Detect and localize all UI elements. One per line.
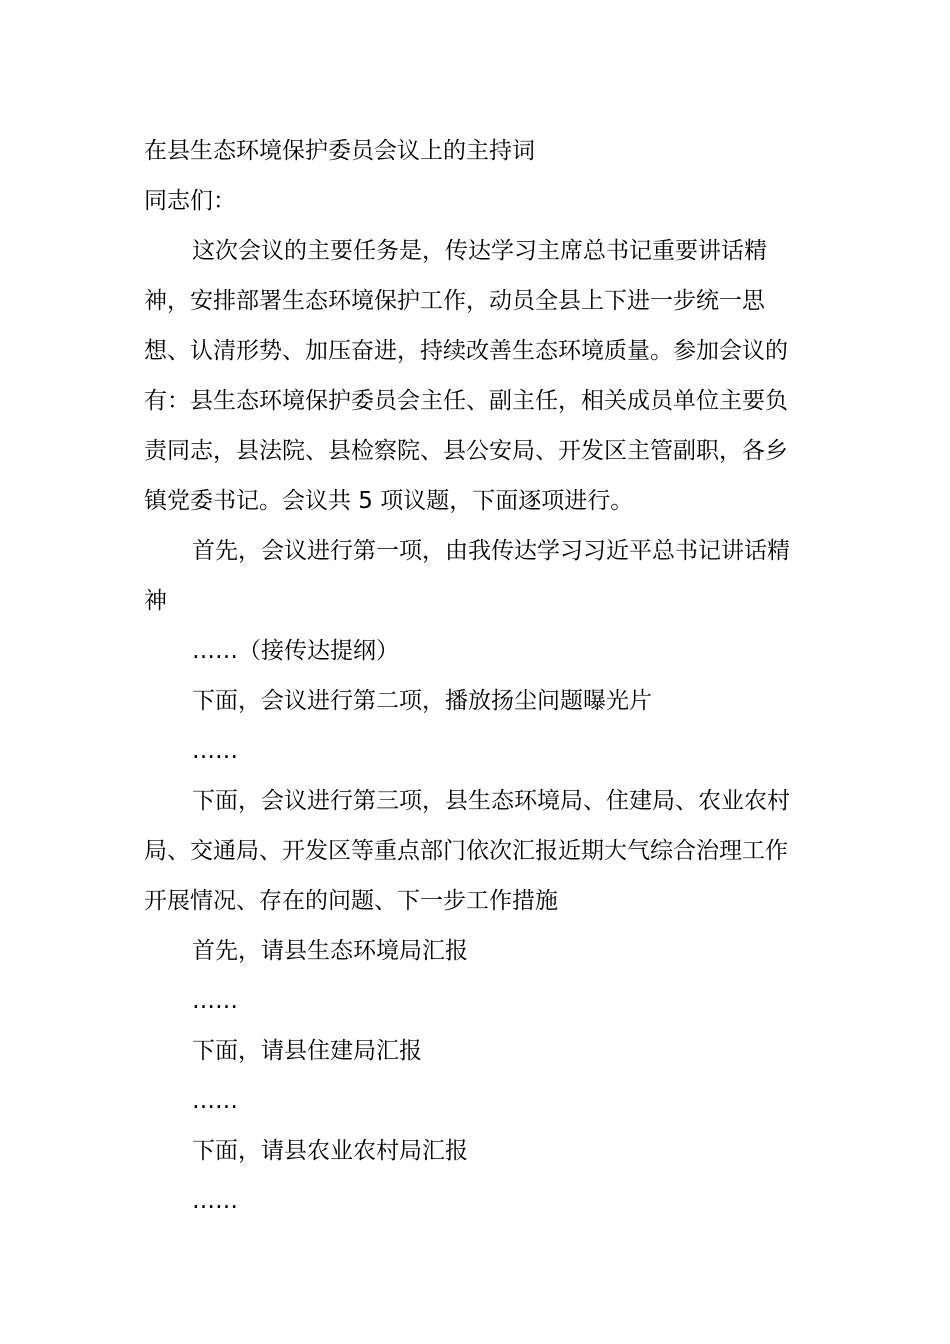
ellipsis-line: ……: [192, 1188, 238, 1214]
document-body: [144, 126, 808, 1226]
salutation: 同志们：: [144, 188, 236, 214]
paragraph-report-ecology: 首先，请县生态环境局汇报: [192, 938, 468, 964]
document-title: 在县生态环境保护委员会议上的主持词: [144, 138, 535, 164]
paragraph-item-1: 首先，会议进行第一项，由我传达学习习近平总书记讲话精神: [144, 538, 790, 614]
ellipsis-line: ……: [192, 988, 238, 1014]
paragraph-item-3: 下面，会议进行第三项，县生态环境局、住建局、农业农村局、交通局、开发区等重点部门依次汇报近期大气综合治理工作开展情况、存在的问题、下一步工作措施: [144, 788, 790, 914]
ellipsis-line: ……: [192, 1088, 238, 1114]
paragraph-item-2: 下面，会议进行第二项，播放扬尘问题曝光片: [192, 688, 652, 714]
paragraph-outline-note: ……（接传达提纲）: [192, 638, 399, 664]
paragraph-report-agriculture: 下面，请县农业农村局汇报: [192, 1138, 468, 1164]
ellipsis-line: ……: [192, 738, 238, 764]
paragraph-report-housing: 下面，请县住建局汇报: [192, 1038, 422, 1064]
paragraph-intro: 这次会议的主要任务是，传达学习主席总书记重要讲话精神，安排部署生态环境保护工作，动员全县上下进一步统一思想、认清形势、加压奋进，持续改善生态环境质量。参加会议的有：县生态环境保护委员会主任、副主任，相关成员单位主要负责同志，县法院、县检察院、县公安局、开发区主管副职，各乡镇党委书记。会议共 5 项议题，下面逐项进行。: [144, 238, 788, 514]
